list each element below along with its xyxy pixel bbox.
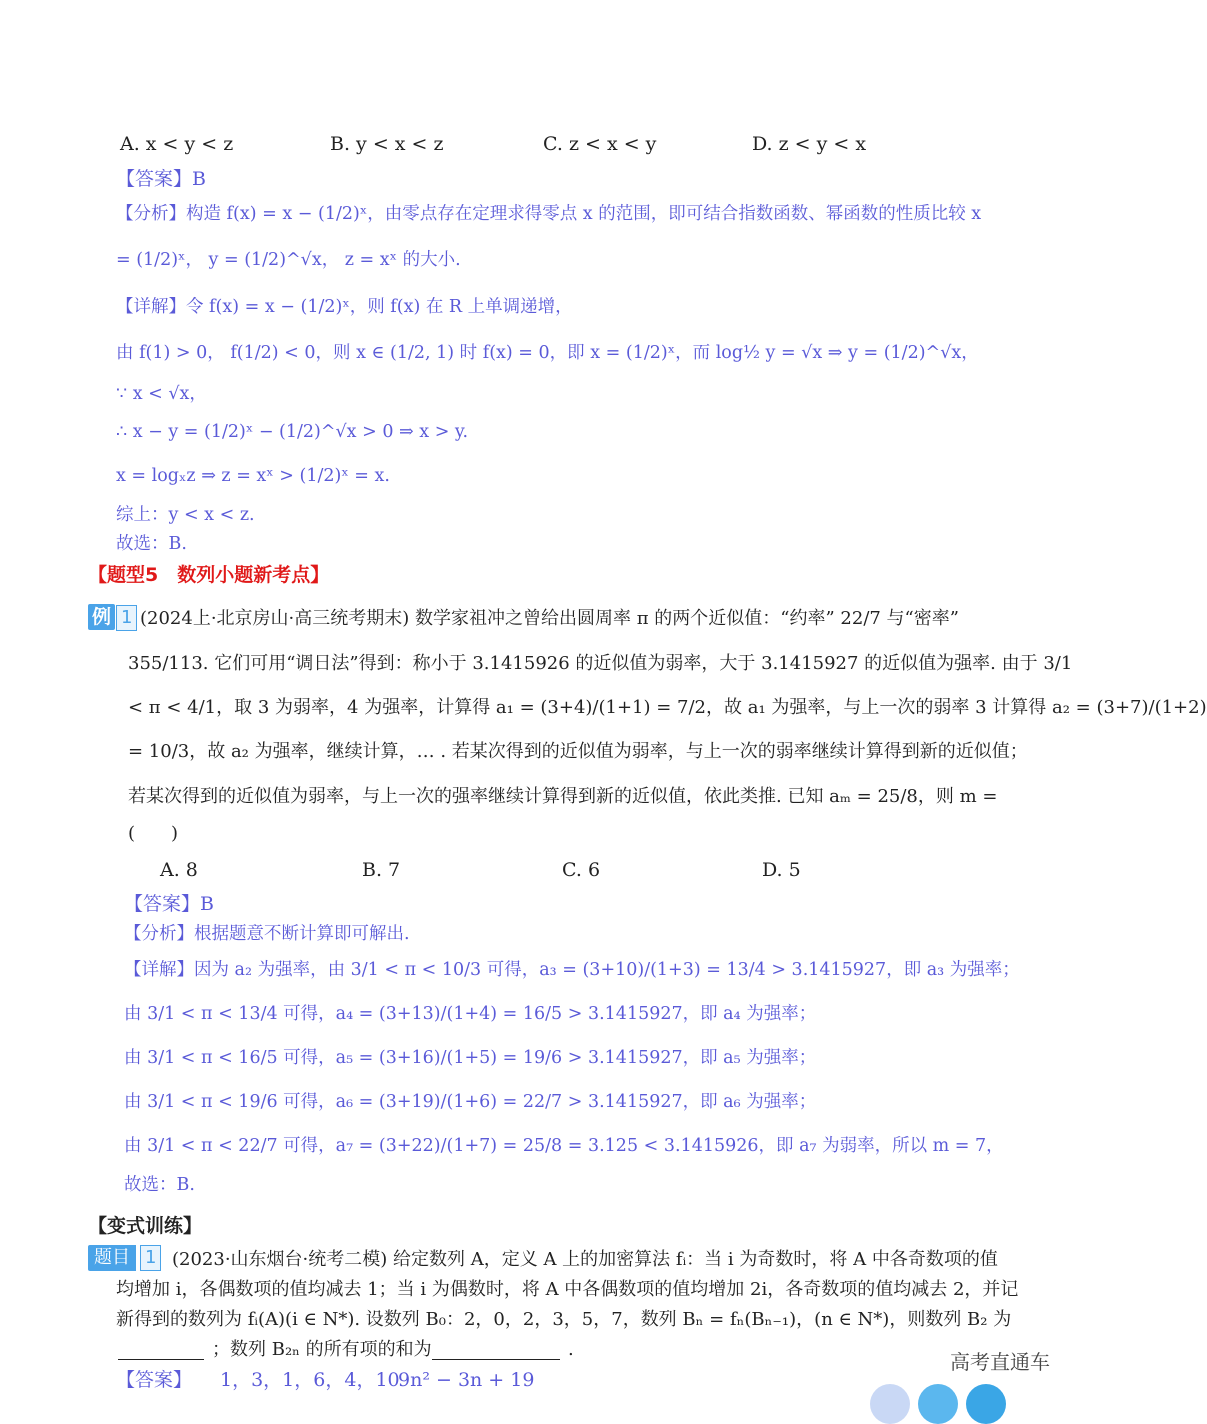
- example-line-5: 若某次得到的近似值为弱率，与上一次的强率继续计算得到新的近似值，依此类推. 已知 aₘ = 25/8，则 m =: [128, 786, 998, 807]
- example-line-3: < π < 4/1，取 3 为弱率，4 为强率，计算得 a₁ = (3+4)/(1+1) = 7/2，故 a₁ 为强率，与上一次的弱率 3 计算得 a₂ = (3+7)/(1+2): [128, 697, 1207, 718]
- example-line-1: (2024上·北京房山·高三统考期末) 数学家祖冲之曾给出圆周率 π 的两个近似值：“约率” 22/7 与“密率”: [140, 608, 959, 629]
- example-line-4: = 10/3，故 a₂ 为强率，继续计算，… . 若某次得到的近似值为弱率，与上一次的弱率继续计算得到新的近似值；: [128, 741, 1028, 762]
- decorative-circle: [966, 1384, 1006, 1424]
- example-detail-1: 【详解】因为 a₂ 为强率，由 3/1 < π < 10/3 可得，a₃ = (3+10)/(1+3) = 13/4 > 3.1415927，即 a₃ 为强率；: [124, 960, 1020, 980]
- example-option-a: A. 8: [160, 859, 198, 881]
- example-analysis: 【分析】根据题意不断计算即可解出.: [124, 924, 410, 944]
- option-d: D. z < y < x: [752, 133, 867, 155]
- variant-answer-label: 【答案】: [116, 1369, 193, 1391]
- example-option-d: D. 5: [762, 859, 801, 881]
- detail-line-1: 【详解】令 f(x) = x − (1/2)ˣ，则 f(x) 在 R 上单调递增，: [116, 297, 573, 317]
- blank-2[interactable]: [432, 1358, 560, 1360]
- example-detail-4: 由 3/1 < π < 19/6 可得，a₆ = (3+19)/(1+6) = 22/7 > 3.1415927，即 a₆ 为强率；: [124, 1092, 817, 1112]
- detail-line-5: x = logₓz ⇒ z = xˣ > (1/2)ˣ = x.: [116, 466, 390, 486]
- variant-line-3: 新得到的数列为 fᵢ(A)(i ∈ N*). 设数列 B₀：2，0，2，3，5，7，数列 Bₙ = fₙ(Bₙ₋₁)，(n ∈ N*)，则数列 B₂ 为: [116, 1309, 1012, 1330]
- variant-line-1: (2023·山东烟台·统考二模) 给定数列 A，定义 A 上的加密算法 fᵢ：当 i 为奇数时，将 A 中各奇数项的值: [172, 1249, 998, 1270]
- section-heading: 【题型5 数列小题新考点】: [88, 564, 330, 586]
- variant-answer-2: 9n² − 3n + 19: [398, 1369, 535, 1391]
- example-detail-3: 由 3/1 < π < 16/5 可得，a₅ = (3+16)/(1+5) = 19/6 > 3.1415927，即 a₅ 为强率；: [124, 1048, 817, 1068]
- answer-line: 【答案】B: [116, 168, 206, 190]
- detail-line-4: ∴ x − y = (1/2)ˣ − (1/2)^√x > 0 ⇒ x > y.: [116, 422, 469, 442]
- example-line-2: 355/113. 它们可用“调日法”得到：称小于 3.1415926 的近似值为弱率，大于 3.1415927 的近似值为强率. 由于 3/1: [128, 653, 1073, 674]
- variant-number: 1: [140, 1245, 161, 1271]
- option-b: B. y < x < z: [330, 133, 444, 155]
- detail-line-2: 由 f(1) > 0， f(1/2) < 0，则 x ∈ (1/2, 1) 时 f(x) = 0，即 x = (1/2)ˣ，而 log½ y = √x ⇒ y = (1/2)^√x，: [116, 343, 979, 363]
- decorative-circle: [870, 1384, 910, 1424]
- variant-line-4a: ；数列 B₂ₙ 的所有项的和为: [212, 1339, 432, 1360]
- variant-answer-1: 1，3，1，6，4，10: [220, 1369, 400, 1391]
- detail-line-3: ∵ x < √x，: [116, 384, 207, 404]
- variant-badge: 题目: [88, 1245, 136, 1271]
- example-detail-2: 由 3/1 < π < 13/4 可得，a₄ = (3+13)/(1+4) = 16/5 > 3.1415927，即 a₄ 为强率；: [124, 1004, 817, 1024]
- detail-line-7: 故选：B.: [116, 534, 187, 554]
- example-detail-6: 故选：B.: [124, 1175, 195, 1195]
- example-badge: 例: [88, 604, 115, 630]
- analysis-line-2: = (1/2)ˣ， y = (1/2)^√x， z = xˣ 的大小.: [116, 250, 461, 270]
- variant-heading: 【变式训练】: [88, 1215, 203, 1237]
- decorative-circle: [918, 1384, 958, 1424]
- option-c: C. z < x < y: [543, 133, 657, 155]
- example-option-c: C. 6: [562, 859, 601, 881]
- blank-1[interactable]: [118, 1358, 204, 1360]
- variant-line-2: 均增加 i，各偶数项的值均减去 1；当 i 为偶数时，将 A 中各偶数项的值均增加 2i，各奇数项的值均减去 2，并记: [116, 1279, 1019, 1300]
- example-line-6: ( ): [128, 823, 179, 844]
- example-detail-5: 由 3/1 < π < 22/7 可得，a₇ = (3+22)/(1+7) = 25/8 = 3.125 < 3.1415926，即 a₇ 为弱率，所以 m = 7，: [124, 1136, 1004, 1156]
- example-answer: 【答案】B: [124, 893, 214, 915]
- detail-line-6: 综上：y < x < z.: [116, 505, 255, 525]
- option-a: A. x < y < z: [120, 133, 234, 155]
- analysis-line-1: 【分析】构造 f(x) = x − (1/2)ˣ，由零点存在定理求得零点 x 的范围，即可结合指数函数、幂函数的性质比较 x: [116, 204, 982, 224]
- example-number: 1: [116, 605, 137, 631]
- watermark-text: 高考直通车: [950, 1350, 1050, 1374]
- variant-line-4b: .: [568, 1339, 574, 1360]
- example-option-b: B. 7: [362, 859, 401, 881]
